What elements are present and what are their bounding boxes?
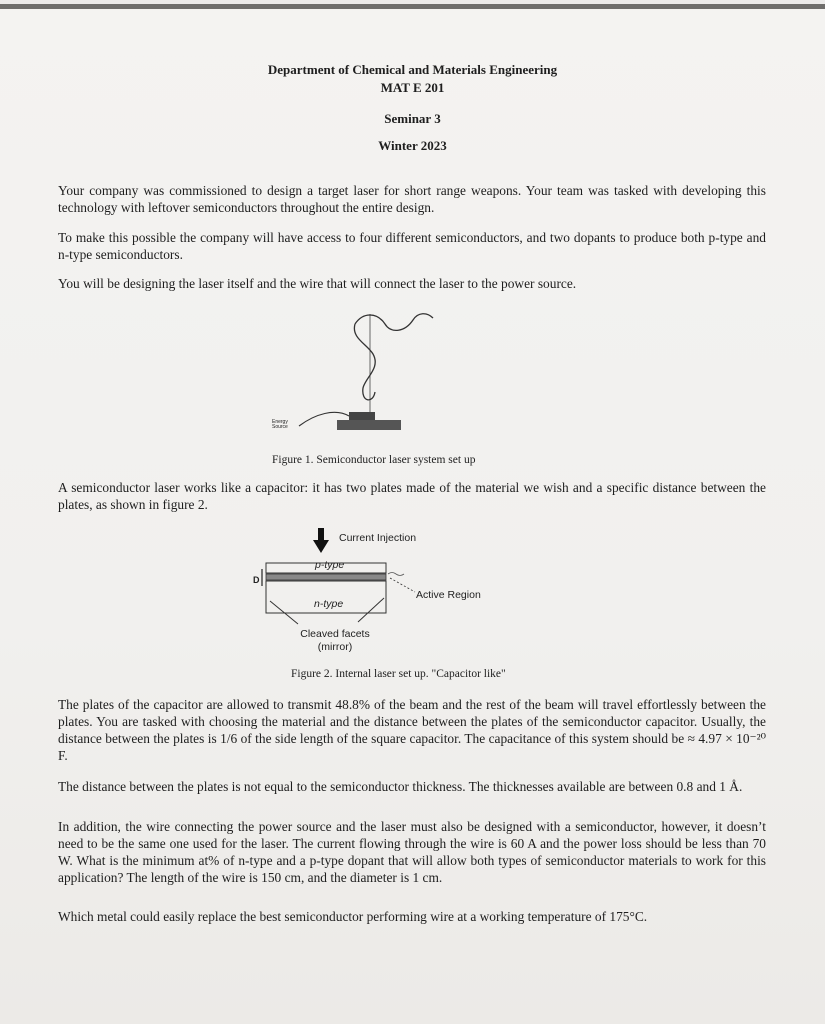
intro-paragraph-1: Your company was commissioned to design a target laser for short range weapons. Your team was tasked with developing this technology with leftover semiconductors throughout the entire design. bbox=[58, 183, 766, 215]
capacitor-spec-paragraph: The plates of the capacitor are allowed to transmit 48.8% of the beam and the rest of the beam will travel effortlessly between the plates. You are tasked with choosing the material and the distance between the plates of the semiconductor capacitor. Usually, the distance between the plates is 1/6 of the side length of the square capacitor. The capacitance of this system should be ≈ 4.97 × 10⁻²⁰ F. bbox=[58, 697, 766, 763]
right-facet-pointer bbox=[358, 598, 384, 622]
intro-paragraph-3: You will be designing the laser itself and the wire that will connect the laser to the power source. bbox=[58, 276, 577, 291]
laser-base-plate bbox=[337, 420, 401, 430]
term-title: Winter 2023 bbox=[378, 138, 447, 153]
n-type-label: n-type bbox=[314, 598, 344, 610]
mirror-text: (mirror) bbox=[317, 641, 353, 653]
energy-label-line-2: Source bbox=[272, 424, 288, 430]
current-injection-arrow bbox=[313, 528, 329, 553]
metal-question-paragraph: Which metal could easily replace the best semiconductor performing wire at a working temperature of 175°C. bbox=[58, 909, 648, 924]
figure-1-caption: Figure 1. Semiconductor laser system set up bbox=[272, 454, 476, 466]
figure-1-laser-setup bbox=[255, 304, 475, 439]
capacitor-intro-paragraph: A semiconductor laser works like a capacitor: it has two plates made of the material we wish and a specific distance between the plates, as shown in figure 2. bbox=[58, 480, 766, 512]
emission-squiggle bbox=[388, 573, 404, 576]
cleaved-facets-label bbox=[293, 628, 377, 654]
intro-paragraph-2: To make this possible the company will have access to four different semiconductors, and two dopants to produce both p-type and n-type semiconductors. bbox=[58, 230, 766, 262]
document-page bbox=[0, 4, 825, 1024]
active-region-layer bbox=[266, 574, 386, 580]
active-region-pointer bbox=[390, 578, 415, 592]
laser-chip bbox=[349, 412, 375, 420]
figure-2-caption: Figure 2. Internal laser set up. "Capacitor like" bbox=[291, 668, 506, 680]
wire-design-paragraph: In addition, the wire connecting the power source and the laser must also be designed with a semiconductor, however, it doesn’t need to be the same one used for the laser. The current flowing through the wire is 60 A and the power loss should be less than 70 W. What is the minimum at% of n-type and a p-type dopant that will allow both types of semiconductor materials to work for this application? The length of the wire is 150 cm, and the diameter is 1 cm. bbox=[58, 819, 766, 885]
course-code: MAT E 201 bbox=[380, 80, 445, 95]
thickness-paragraph: The distance between the plates is not equal to the semiconductor thickness. The thicknesses available are between 0.8 and 1 Å. bbox=[58, 779, 743, 794]
p-type-label: p-type bbox=[315, 559, 345, 571]
scan-top-edge bbox=[0, 4, 825, 9]
d-label: D bbox=[253, 575, 260, 585]
wire-path bbox=[354, 314, 433, 400]
seminar-title: Seminar 3 bbox=[384, 111, 441, 126]
current-injection-label: Current Injection bbox=[339, 532, 417, 544]
energy-label-line-1: Energy bbox=[272, 419, 288, 425]
active-region-label: Active Region bbox=[416, 589, 481, 601]
energy-source-label bbox=[272, 420, 288, 430]
cleaved-facets-text: Cleaved facets bbox=[300, 628, 370, 640]
department-title: Department of Chemical and Materials Engineering bbox=[267, 62, 558, 77]
